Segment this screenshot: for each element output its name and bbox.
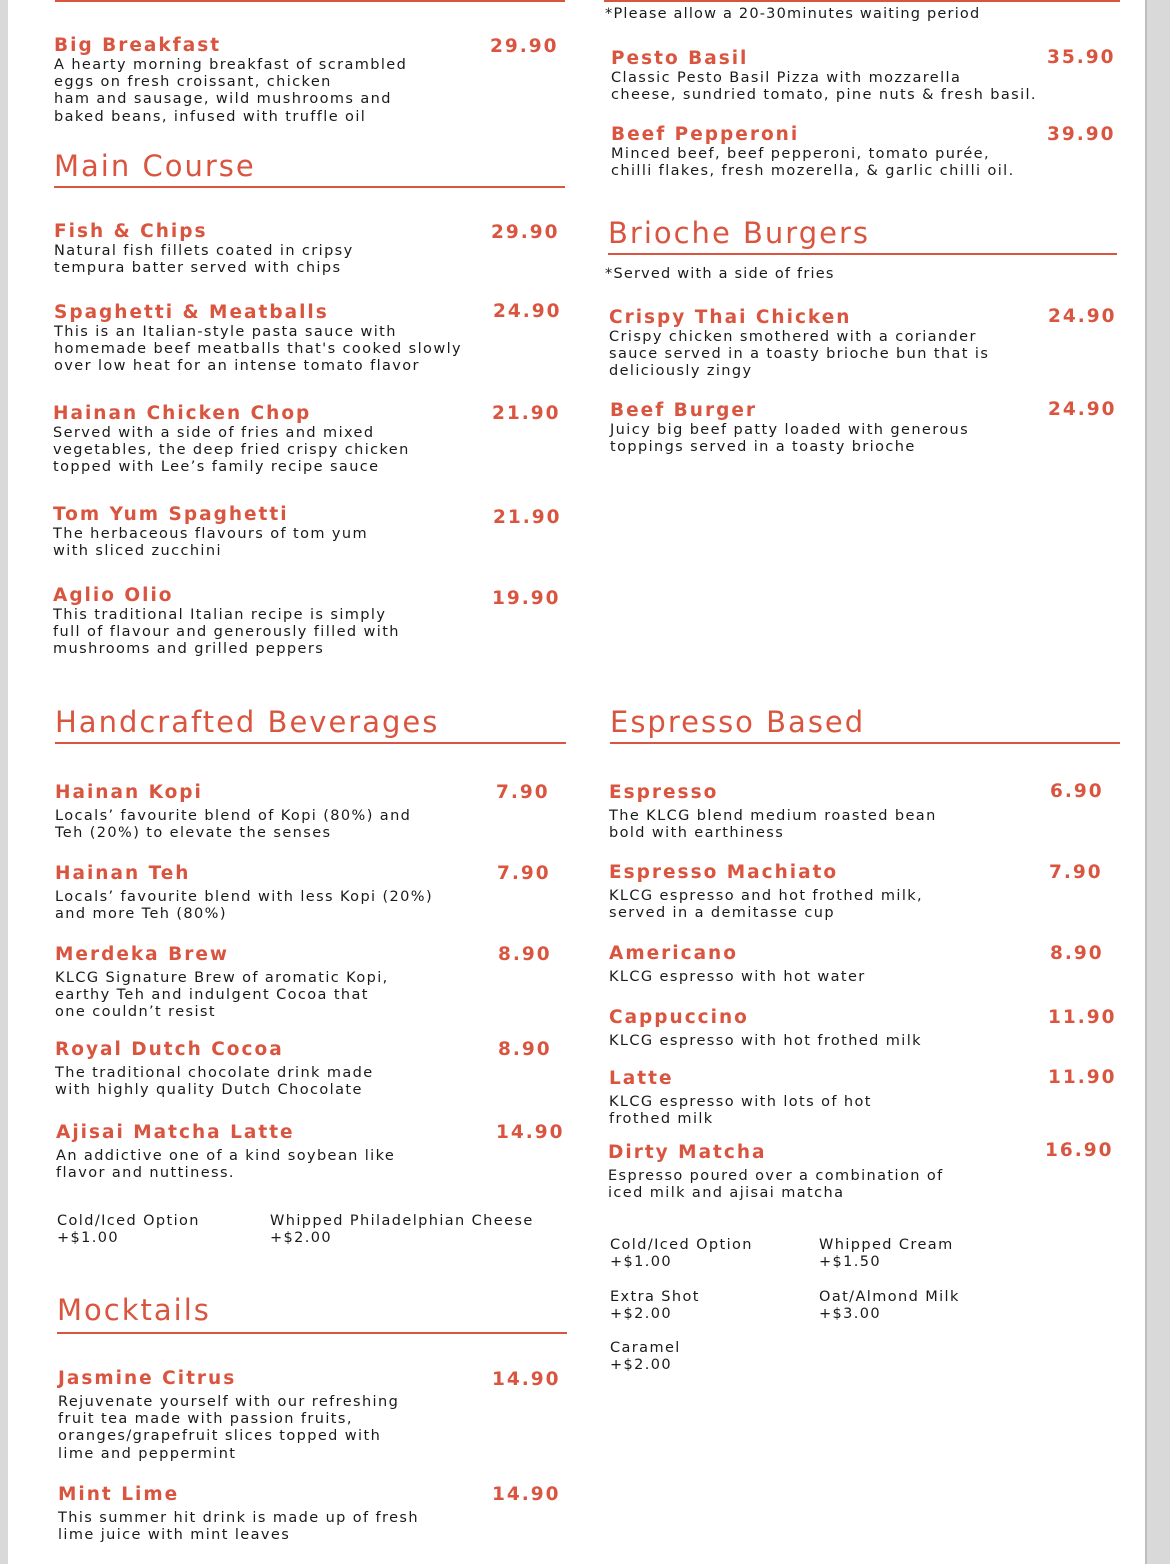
- item-price: 8.90: [1050, 943, 1104, 964]
- item-description: Espresso poured over a combination of iced milk and ajisai matcha: [608, 1168, 944, 1202]
- item-name: Mint Lime: [58, 1484, 180, 1505]
- item-price: 29.90: [491, 222, 560, 243]
- item-price: 39.90: [1047, 124, 1116, 145]
- item-name: Tom Yum Spaghetti: [53, 504, 289, 525]
- item-price: 35.90: [1047, 47, 1116, 68]
- item-name: Espresso: [609, 782, 719, 803]
- item-price: 7.90: [497, 863, 551, 884]
- item-name: Pesto Basil: [611, 48, 749, 69]
- item-price: 24.90: [1048, 399, 1117, 420]
- section-rule: [608, 253, 1117, 255]
- item-description: Locals’ favourite blend of Kopi (80%) and Teh (20%) to elevate the senses: [55, 808, 412, 842]
- item-price: 16.90: [1045, 1140, 1114, 1161]
- item-description: KLCG Signature Brew of aromatic Kopi, earthy Teh and indulgent Cocoa that one couldn’t resist: [55, 970, 389, 1021]
- menu-item-cappuccino: [609, 1007, 922, 1050]
- item-description: Rejuvenate yourself with our refreshing fruit tea made with passion fruits, oranges/grapefruit slices topped with lime and peppermint: [58, 1394, 400, 1462]
- menu-item-hainan-teh: [55, 863, 433, 923]
- addon-price: +$3.00: [819, 1306, 882, 1323]
- addon-price: +$1.50: [819, 1254, 882, 1271]
- item-name: Merdeka Brew: [55, 944, 229, 965]
- addon-label: Cold/Iced Option: [610, 1237, 753, 1253]
- item-price: 6.90: [1050, 781, 1104, 802]
- top-rule-right: [604, 0, 1120, 2]
- item-name: Espresso Machiato: [609, 862, 839, 883]
- menu-item-ajisai-matcha-latte: [56, 1122, 395, 1182]
- item-name: Beef Pepperoni: [611, 124, 800, 145]
- addon-cold-iced-option: [610, 1237, 753, 1271]
- item-name: Cappuccino: [609, 1007, 749, 1028]
- item-price: 29.90: [490, 36, 559, 57]
- addon-label: Whipped Cream: [819, 1237, 954, 1253]
- item-name: Latte: [609, 1068, 674, 1089]
- item-description: Crispy chicken smothered with a coriander sauce served in a toasty brioche bun that is deliciously zingy: [609, 329, 990, 380]
- page-edge: [1145, 0, 1147, 1564]
- section-title-handcrafted-beverages: Handcrafted Beverages: [55, 705, 440, 739]
- menu-item-beef-pepperoni: [611, 124, 1015, 180]
- menu-item-royal-dutch-cocoa: [55, 1039, 374, 1099]
- section-title-mocktails: Mocktails: [57, 1293, 211, 1327]
- item-price: 21.90: [493, 507, 562, 528]
- item-price: 7.90: [1049, 862, 1103, 883]
- item-price: 8.90: [498, 1039, 552, 1060]
- item-description: The KLCG blend medium roasted bean bold with earthiness: [609, 808, 937, 842]
- addon-label: Cold/Iced Option: [57, 1213, 200, 1229]
- section-rule: [55, 742, 566, 744]
- item-name: Fish & Chips: [54, 221, 208, 242]
- addon-caramel: [610, 1340, 681, 1374]
- item-name: Jasmine Citrus: [58, 1368, 237, 1389]
- addon-price: +$2.00: [610, 1357, 673, 1374]
- menu-item-hainan-chicken-chop: [53, 403, 410, 477]
- menu-item-merdeka-brew: [55, 944, 389, 1022]
- item-name: Hainan Kopi: [55, 782, 203, 803]
- addon-label: Oat/Almond Milk: [819, 1289, 960, 1305]
- menu-item-espresso: [609, 782, 937, 842]
- addon-oat-almond-milk: [819, 1289, 960, 1323]
- item-price: 14.90: [492, 1484, 561, 1505]
- addon-price: +$1.00: [610, 1254, 673, 1271]
- section-rule: [610, 742, 1120, 744]
- menu-item-big-breakfast: [54, 35, 407, 126]
- item-name: Americano: [609, 943, 738, 964]
- item-description: Served with a side of fries and mixed vegetables, the deep fried crispy chicken topped with Lee’s family recipe sauce: [53, 425, 410, 476]
- item-price: 11.90: [1048, 1067, 1117, 1088]
- item-name: Hainan Teh: [55, 863, 191, 884]
- item-name: Aglio Olio: [53, 585, 174, 606]
- item-description: KLCG espresso and hot frothed milk, served in a demitasse cup: [609, 888, 924, 922]
- item-description: Natural fish fillets coated in cripsy tempura batter served with chips: [54, 243, 354, 277]
- pizza-waiting-note: *Please allow a 20-30minutes waiting period: [605, 6, 981, 22]
- menu-item-espresso-machiato: [609, 862, 923, 922]
- item-description: The traditional chocolate drink made with highly quality Dutch Chocolate: [55, 1065, 374, 1099]
- item-name: Ajisai Matcha Latte: [56, 1122, 295, 1143]
- menu-item-dirty-matcha: [608, 1142, 944, 1202]
- item-description: This is an Italian-style pasta sauce with homemade beef meatballs that's cooked slowly over low heat for an intense tomato flavor: [54, 324, 462, 375]
- menu-item-aglio-olio: [53, 585, 400, 659]
- item-description: A hearty morning breakfast of scrambled eggs on fresh croissant, chicken ham and sausage, wild mushrooms and baked beans, infused with truffle oil: [54, 57, 408, 125]
- addon-label: Extra Shot: [610, 1289, 700, 1305]
- item-price: 11.90: [1048, 1007, 1117, 1028]
- item-description: KLCG espresso with lots of hot frothed milk: [609, 1094, 872, 1128]
- item-name: Big Breakfast: [54, 35, 222, 56]
- item-price: 14.90: [492, 1369, 561, 1390]
- item-description: This traditional Italian recipe is simply full of flavour and generously filled with mushrooms and grilled peppers: [53, 607, 400, 658]
- menu-page: [8, 0, 1146, 1564]
- menu-item-jasmine-citrus: [58, 1368, 399, 1463]
- item-name: Royal Dutch Cocoa: [55, 1039, 284, 1060]
- menu-item-fish-chips: [54, 221, 354, 277]
- menu-item-beef-burger: [610, 400, 969, 456]
- addon-whipped-cream: [819, 1237, 954, 1271]
- section-title-main-course: Main Course: [54, 149, 256, 183]
- item-price: 8.90: [498, 944, 552, 965]
- section-title-brioche-burgers: Brioche Burgers: [608, 216, 870, 250]
- menu-item-latte: [609, 1068, 872, 1128]
- item-price: 24.90: [493, 301, 562, 322]
- top-rule-left: [55, 0, 565, 2]
- item-name: Dirty Matcha: [608, 1142, 767, 1163]
- menu-item-crispy-thai-chicken: [609, 307, 989, 381]
- menu-item-hainan-kopi: [55, 782, 411, 842]
- item-description: KLCG espresso with hot frothed milk: [609, 1033, 922, 1049]
- item-name: Crispy Thai Chicken: [609, 307, 852, 328]
- addon-extra-shot: [610, 1289, 700, 1323]
- item-description: An addictive one of a kind soybean like flavor and nuttiness.: [56, 1148, 396, 1182]
- addon-price: +$1.00: [57, 1230, 120, 1247]
- section-rule: [57, 1332, 567, 1334]
- item-description: Minced beef, beef pepperoni, tomato purée, chilli flakes, fresh mozerella, & garlic chilli oil.: [611, 146, 1015, 180]
- menu-item-americano: [609, 943, 866, 986]
- item-description: This summer hit drink is made up of fresh lime juice with mint leaves: [58, 1510, 419, 1544]
- item-description: Classic Pesto Basil Pizza with mozzarella cheese, sundried tomato, pine nuts & fresh basil.: [611, 70, 1037, 104]
- burger-fries-note: *Served with a side of fries: [605, 266, 835, 282]
- item-name: Hainan Chicken Chop: [53, 403, 312, 424]
- item-name: Spaghetti & Meatballs: [54, 302, 329, 323]
- item-price: 19.90: [492, 588, 561, 609]
- addon-label: Whipped Philadelphian Cheese: [270, 1213, 534, 1229]
- item-price: 21.90: [492, 403, 561, 424]
- addon-whipped-philadelphian-cheese: [270, 1213, 534, 1247]
- item-description: The herbaceous flavours of tom yum with sliced zucchini: [53, 526, 369, 560]
- item-name: Beef Burger: [610, 400, 757, 421]
- menu-item-mint-lime: [58, 1484, 419, 1544]
- item-description: KLCG espresso with hot water: [609, 969, 866, 985]
- addon-cold-iced-option: [57, 1213, 200, 1247]
- menu-item-spaghetti-meatballs: [54, 302, 462, 376]
- addon-price: +$2.00: [270, 1230, 333, 1247]
- menu-item-pesto-basil: [611, 48, 1037, 104]
- item-description: Locals’ favourite blend with less Kopi (20%) and more Teh (80%): [55, 889, 434, 923]
- item-price: 24.90: [1048, 306, 1117, 327]
- section-rule: [54, 186, 565, 188]
- item-description: Juicy big beef patty loaded with generous toppings served in a toasty brioche: [610, 422, 970, 456]
- section-title-espresso-based: Espresso Based: [610, 705, 866, 739]
- addon-price: +$2.00: [610, 1306, 673, 1323]
- item-price: 7.90: [496, 782, 550, 803]
- menu-item-tom-yum-spaghetti: [53, 504, 368, 560]
- item-price: 14.90: [496, 1122, 565, 1143]
- addon-label: Caramel: [610, 1340, 681, 1356]
